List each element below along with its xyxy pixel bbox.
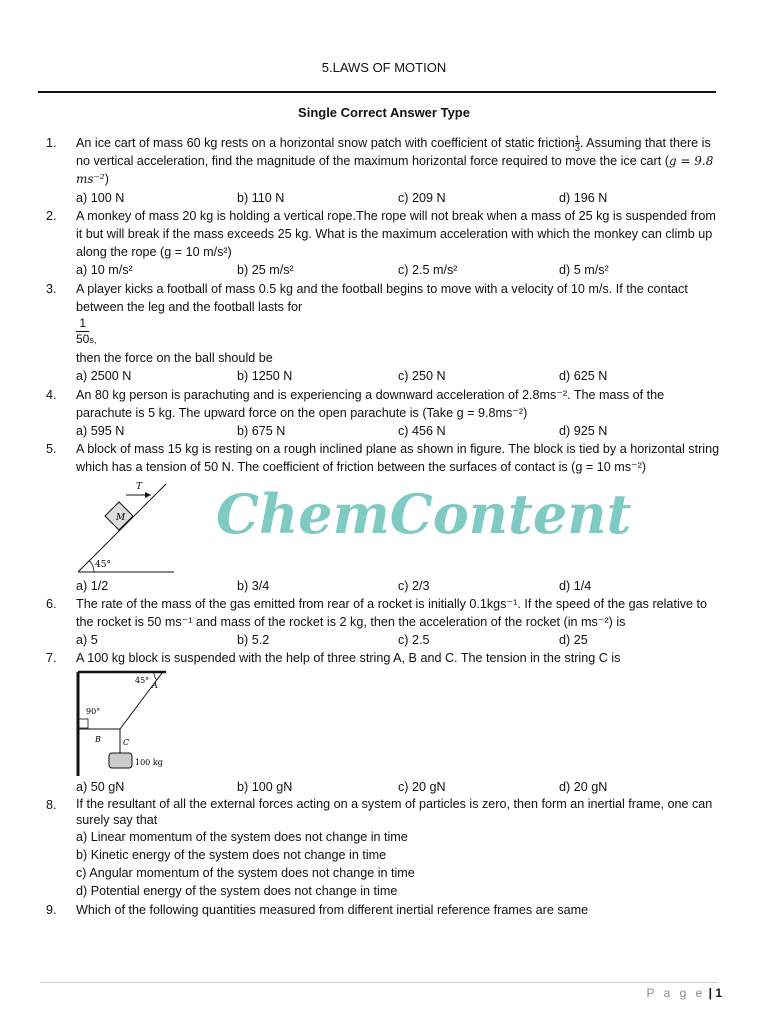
question-text: An ice cart of mass 60 kg rests on a horizontal snow patch with coefficient of static friction $\frac{1}{3}$ . Assuming that there is no vertical acceleration, find the magnitude of the maximum horizontal force required to move the ice cart (g = 9.8 ms⁻²) bbox=[76, 134, 714, 187]
choice-a: a) Linear momentum of the system does not change in time bbox=[76, 829, 408, 844]
option-a: a) 595 N bbox=[76, 424, 125, 439]
hanging-block bbox=[109, 753, 132, 768]
option-b: b) 25 m/s² bbox=[237, 263, 294, 278]
option-a: a) 1/2 bbox=[76, 578, 109, 593]
right-angle-mark bbox=[79, 719, 88, 728]
option-b: b) 675 N bbox=[237, 424, 286, 439]
question-number: 2. bbox=[46, 208, 57, 223]
answer-options bbox=[76, 778, 722, 796]
question-2 bbox=[46, 207, 722, 280]
angle-arc bbox=[154, 673, 157, 680]
option-a: a) 10 m/s² bbox=[76, 263, 133, 278]
fraction: $\frac{1}{50}$ bbox=[76, 316, 90, 347]
option-d: d) 20 gN bbox=[559, 779, 608, 794]
answer-options bbox=[76, 189, 722, 207]
question-number: 6. bbox=[46, 596, 57, 611]
math-expression: g = 9.8 ms⁻² bbox=[76, 154, 714, 187]
question-4 bbox=[46, 386, 722, 441]
question-text: If the resultant of all the external forces acting on a system of particles is zero, then form an inertial frame, one can surely say that bbox=[76, 796, 713, 827]
mass-label: 100 kg bbox=[135, 757, 163, 767]
option-d: d) 625 N bbox=[559, 369, 608, 384]
answer-options bbox=[76, 631, 722, 649]
answer-options bbox=[76, 367, 722, 385]
option-b: b) 3/4 bbox=[237, 578, 270, 593]
footer-divider bbox=[40, 982, 718, 983]
answer-options bbox=[76, 422, 722, 440]
question-number: 3. bbox=[46, 281, 57, 296]
option-a: a) 2500 N bbox=[76, 369, 132, 384]
page-label: P a g e bbox=[646, 986, 706, 1000]
option-b: b) 110 N bbox=[237, 190, 285, 205]
page-title: 5.LAWS OF MOTION bbox=[321, 60, 447, 75]
option-c: c) 456 N bbox=[398, 424, 446, 439]
option-c: c) 209 N bbox=[398, 190, 446, 205]
question-6 bbox=[46, 595, 722, 650]
option-b: b) 1250 N bbox=[237, 369, 293, 384]
question-number: 7. bbox=[46, 651, 57, 666]
answer-options bbox=[76, 577, 722, 595]
question-3 bbox=[46, 280, 722, 386]
option-d: d) 196 N bbox=[559, 190, 608, 205]
question-number: 9. bbox=[46, 902, 57, 917]
label-b: B bbox=[95, 734, 101, 744]
page-number: 1 bbox=[715, 986, 722, 1000]
question-number: 4. bbox=[46, 387, 57, 402]
option-c: c) 2/3 bbox=[398, 578, 430, 593]
question-8 bbox=[46, 796, 722, 901]
option-a: a) 50 gN bbox=[76, 779, 125, 794]
section-title: Single Correct Answer Type bbox=[298, 105, 470, 120]
label-c: C bbox=[123, 737, 130, 747]
option-b: b) 100 gN bbox=[237, 779, 293, 794]
option-a: a) 5 bbox=[76, 633, 98, 648]
option-c: c) 20 gN bbox=[398, 779, 446, 794]
page-footer bbox=[646, 986, 722, 1000]
question-text: The rate of the mass of the gas emitted from rear of a rocket is initially 0.1kgs⁻¹. If the speed of the gas relative to the rocket is 50 ms⁻¹ and mass of the rocket is 2 kg, then the acceleration of the rocket (in ms⁻²) is bbox=[76, 596, 708, 630]
angle-label: 45° bbox=[95, 559, 111, 570]
question-text: A monkey of mass 20 kg is holding a vertical rope.The rope will not break when a mass of 25 kg is suspended from it but will break if the mass exceeds 25 kg. What is the maximum acceleration with which the monkey can climb up along the rope (g = 10 m/s²) bbox=[76, 208, 716, 260]
choice-d: d) Potential energy of the system does not change in time bbox=[76, 884, 398, 899]
fraction: $\frac{1}{3}$ bbox=[574, 134, 580, 154]
choice-c: c) Angular momentum of the system does not change in time bbox=[76, 866, 415, 881]
question-text: Which of the following quantities measured from different inertial reference frames are same bbox=[76, 902, 589, 917]
duration-fraction: $\frac{1}{50}s$, bbox=[76, 316, 97, 347]
option-b: b) 5.2 bbox=[237, 633, 270, 648]
angle-arc bbox=[89, 560, 94, 571]
incline-line bbox=[78, 481, 166, 572]
question-number: 1. bbox=[46, 136, 57, 150]
option-d: d) 25 bbox=[559, 633, 588, 648]
question-9 bbox=[46, 901, 722, 919]
footer-separator: | bbox=[708, 986, 712, 1000]
option-c: c) 2.5 m/s² bbox=[398, 263, 458, 278]
question-text: A 100 kg block is suspended with the help of three string A, B and C. The tension in the string C is bbox=[76, 651, 621, 666]
question-1 bbox=[46, 134, 722, 207]
choice-b: b) Kinetic energy of the system does not change in time bbox=[76, 848, 387, 863]
question-text: An 80 kg person is parachuting and is experiencing a downward acceleration of 2.8ms⁻². The mass of the parachute is 5 kg. The upward force on the open parachute is (Take g = 9.8ms⁻²) bbox=[76, 387, 665, 420]
question-text: A block of mass 15 kg is resting on a rough inclined plane as shown in figure. The block is tied by a horizontal string which has a tension of 50 N. The coefficient of friction between the surfaces of contact is (g = 10 ms⁻²) bbox=[76, 442, 720, 475]
inclined-plane-figure bbox=[76, 479, 176, 577]
tension-label: T bbox=[136, 481, 143, 492]
option-d: d) 1/4 bbox=[559, 578, 592, 593]
option-d: d) 925 N bbox=[559, 424, 608, 439]
mass-label: M bbox=[116, 512, 126, 523]
arrow-head-icon bbox=[145, 492, 151, 498]
header-divider bbox=[38, 91, 716, 93]
question-text: A player kicks a football of mass 0.5 kg and the football begins to move with a velocity of 10 m/s. If the contact between the leg and the football lasts for bbox=[76, 281, 688, 314]
answer-options bbox=[76, 261, 722, 279]
option-c: c) 2.5 bbox=[398, 633, 430, 648]
watermark: ChemContent bbox=[216, 482, 632, 546]
option-d: d) 5 m/s² bbox=[559, 263, 609, 278]
question-number: 5. bbox=[46, 442, 57, 457]
question-7 bbox=[46, 649, 722, 795]
option-c: c) 250 N bbox=[398, 369, 446, 384]
question-text-continued: then the force on the ball should be bbox=[76, 351, 273, 366]
question-number: 8. bbox=[46, 797, 57, 812]
option-a: a) 100 N bbox=[76, 190, 125, 205]
label-a: A bbox=[152, 680, 158, 690]
angle-top-label: 45° bbox=[135, 675, 150, 685]
three-strings-figure bbox=[76, 670, 176, 778]
angle-wall-label: 90° bbox=[86, 706, 101, 716]
